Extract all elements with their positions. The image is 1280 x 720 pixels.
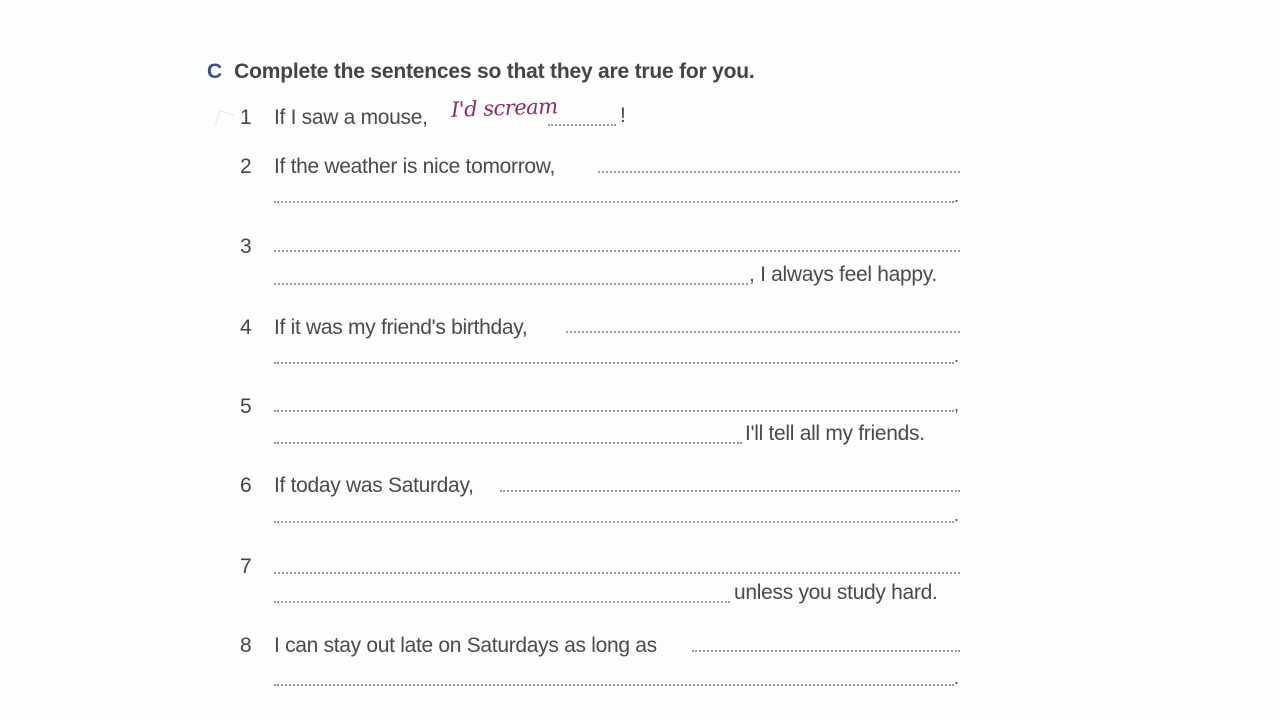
item-2-line-2[interactable] [274, 201, 954, 203]
item-2-line-1[interactable] [598, 171, 960, 173]
item-1-end: ! [620, 104, 626, 127]
item-5-end: I'll tell all my friends. [745, 422, 925, 445]
pencil-mark [215, 110, 234, 129]
item-8-end: . [954, 668, 960, 688]
item-7-line-1[interactable] [274, 572, 960, 574]
item-2-number: 2 [240, 155, 252, 178]
item-6-line-2[interactable] [274, 521, 954, 523]
item-5-comma: , [954, 395, 960, 415]
item-8-line-1[interactable] [692, 650, 960, 652]
item-3-number: 3 [240, 235, 252, 258]
item-1-answer[interactable]: I'd scream [450, 94, 559, 122]
exercise-instruction: Complete the sentences so that they are true for you. [234, 60, 755, 83]
item-4-number: 4 [240, 316, 252, 339]
item-5-line-2[interactable] [274, 442, 742, 444]
item-4-line-1[interactable] [566, 331, 960, 333]
item-6-number: 6 [240, 474, 252, 497]
exercise-heading [207, 60, 755, 84]
item-8-number: 8 [240, 634, 252, 657]
item-5-number: 5 [240, 395, 252, 418]
item-4-end: . [954, 346, 960, 366]
item-7-end: unless you study hard. [734, 581, 938, 604]
item-8-text: I can stay out late on Saturdays as long as [274, 634, 657, 657]
item-3-line-2[interactable] [274, 283, 748, 285]
item-8-line-2[interactable] [274, 684, 954, 686]
item-1-number: 1 [240, 106, 252, 129]
item-2-text: If the weather is nice tomorrow, [274, 155, 556, 178]
item-6-end: . [954, 505, 960, 525]
item-7-line-2[interactable] [274, 601, 730, 603]
exercise-letter: C [207, 60, 223, 83]
item-7-number: 7 [240, 555, 252, 578]
item-3-end: , I always feel happy. [749, 263, 937, 286]
item-4-line-2[interactable] [274, 362, 954, 364]
item-4-text: If it was my friend's birthday, [274, 316, 528, 339]
item-5-line-1[interactable] [274, 410, 954, 412]
item-1-answer-line[interactable] [548, 124, 616, 126]
item-2-end: . [954, 186, 960, 206]
item-3-line-1[interactable] [274, 250, 960, 252]
item-6-line-1[interactable] [500, 490, 960, 492]
item-6-text: If today was Saturday, [274, 474, 474, 497]
item-1-text: If I saw a mouse, [274, 106, 428, 129]
